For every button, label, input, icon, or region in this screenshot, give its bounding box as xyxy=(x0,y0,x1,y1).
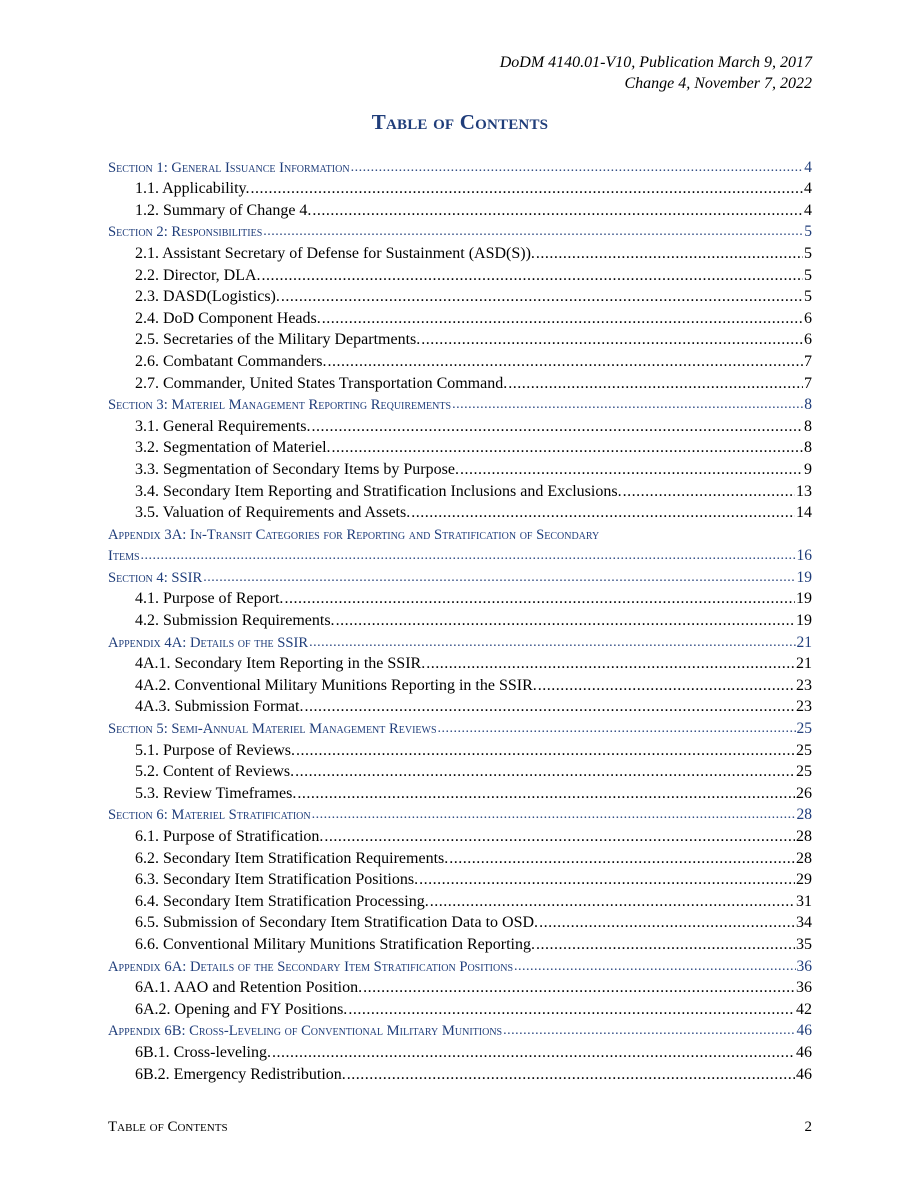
toc-entry-page[interactable]: 25 xyxy=(796,763,812,781)
dot-leader xyxy=(332,439,803,457)
toc-section-entry[interactable] xyxy=(108,630,812,652)
dot-leader xyxy=(336,612,795,630)
toc-subsection-entry[interactable] xyxy=(108,198,812,220)
toc-entry-page[interactable]: 8 xyxy=(804,417,812,435)
toc-subsection-entry[interactable] xyxy=(108,1062,812,1084)
dot-leader xyxy=(438,719,796,738)
dot-leader xyxy=(508,375,803,393)
toc-entry-title[interactable]: 3.4. Secondary Item Reporting and Stratification Inclusions and Exclusions. xyxy=(135,482,622,500)
toc-entry-title[interactable]: 2.7. Commander, United States Transportation Command. xyxy=(135,374,508,392)
toc-subsection-entry[interactable] xyxy=(108,738,812,760)
page-number: 2 xyxy=(804,1119,812,1135)
toc-entry-page[interactable]: 46 xyxy=(796,1065,812,1083)
toc-entry-page[interactable]: 19 xyxy=(796,568,812,586)
toc-entry-title[interactable]: 6.4. Secondary Item Stratification Processing. xyxy=(135,892,429,910)
toc-entry-page[interactable]: 9 xyxy=(804,460,812,478)
dot-leader xyxy=(538,677,795,695)
dot-leader xyxy=(272,1044,795,1062)
toc-entry-title[interactable]: 4A.2. Conventional Military Munitions Reporting in the SSIR. xyxy=(135,676,537,694)
toc-entry-title[interactable]: 3.1. General Requirements. xyxy=(135,417,311,435)
toc-entry-title[interactable]: 6.3. Secondary Item Stratification Positions. xyxy=(135,871,419,889)
toc-entry-title[interactable]: 6.6. Conventional Military Munitions Stratification Reporting. xyxy=(135,935,535,953)
toc-entry-page[interactable]: 5 xyxy=(804,223,812,241)
toc-entry-page[interactable]: 4 xyxy=(804,201,812,219)
toc-entry-title[interactable]: Appendix 6B: Cross-Leveling of Conventional Military Munitions xyxy=(108,1023,503,1040)
toc-subsection-entry[interactable] xyxy=(108,781,812,803)
toc-section-entry[interactable] xyxy=(108,393,812,415)
toc-entry-title[interactable]: 6B.1. Cross-leveling. xyxy=(135,1043,271,1061)
toc-entry-page[interactable]: 21 xyxy=(796,655,812,673)
toc-entry-title[interactable]: 4A.1. Secondary Item Reporting in the SSIR. xyxy=(135,655,426,673)
toc-subsection-entry[interactable] xyxy=(108,695,812,717)
toc-subsection-entry[interactable] xyxy=(108,889,812,911)
footer-label: Table of Contents xyxy=(108,1119,228,1135)
toc-entry-page[interactable]: 16 xyxy=(796,547,812,565)
toc-entry-title[interactable]: Section 5: Semi-Annual Materiel Management Reviews xyxy=(108,721,437,738)
toc-entry-page[interactable]: 13 xyxy=(796,482,812,500)
document-header xyxy=(500,52,812,94)
toc-subsection-entry[interactable] xyxy=(108,177,812,199)
toc-entry-page[interactable]: 34 xyxy=(796,914,812,932)
dot-leader xyxy=(296,742,795,760)
toc-entry-page[interactable]: 25 xyxy=(796,741,812,759)
toc-entry-title[interactable]: 4.1. Purpose of Report. xyxy=(135,590,284,608)
toc-entry-page[interactable]: 8 xyxy=(804,439,812,457)
toc-subsection-entry[interactable] xyxy=(108,846,812,868)
toc-entry-page[interactable]: 25 xyxy=(796,720,812,738)
toc-entry-title[interactable]: Section 2: Responsibilities xyxy=(108,224,263,241)
dot-leader xyxy=(452,395,803,414)
toc-subsection-entry[interactable] xyxy=(108,414,812,436)
toc-entry-title[interactable]: 6.5. Submission of Secondary Item Stratification Data to OSD. xyxy=(135,914,539,932)
toc-entry-page[interactable]: 31 xyxy=(796,892,812,910)
toc-subsection-entry[interactable] xyxy=(108,673,812,695)
dot-leader xyxy=(430,893,795,911)
toc-entry-title[interactable]: 2.4. DoD Component Heads. xyxy=(135,309,321,327)
toc-section-entry[interactable] xyxy=(108,544,812,566)
dot-leader xyxy=(312,202,803,220)
dot-leader xyxy=(141,546,796,565)
toc-entry-title[interactable]: Items xyxy=(108,548,140,565)
toc-entry-page[interactable]: 7 xyxy=(804,374,812,392)
toc-entry-page[interactable]: 5 xyxy=(804,266,812,284)
toc-entry-title[interactable]: 1.1. Applicability. xyxy=(135,180,250,198)
toc-section-entry[interactable] xyxy=(108,1019,812,1041)
toc-subsection-entry[interactable] xyxy=(108,457,812,479)
dot-leader xyxy=(411,504,795,522)
toc-entry-title[interactable]: 3.5. Valuation of Requirements and Assets. xyxy=(135,504,411,522)
toc-entry-title[interactable]: 5.3. Review Timeframes. xyxy=(135,784,297,802)
toc-subsection-entry[interactable] xyxy=(108,824,812,846)
toc-subsection-entry[interactable] xyxy=(108,868,812,890)
dot-leader xyxy=(460,461,803,479)
toc-entry-title[interactable]: 6.2. Secondary Item Stratification Requirements. xyxy=(135,849,449,867)
toc-subsection-entry[interactable] xyxy=(108,371,812,393)
toc-subsection-entry[interactable] xyxy=(108,306,812,328)
toc-entry-page[interactable]: 23 xyxy=(796,676,812,694)
dot-leader xyxy=(304,698,795,716)
toc-entry-title[interactable]: Section 4: SSIR xyxy=(108,569,203,586)
dot-leader xyxy=(514,957,795,976)
toc-entry-page[interactable]: 5 xyxy=(804,288,812,306)
dot-leader xyxy=(419,871,795,889)
toc-entry-page[interactable]: 8 xyxy=(804,396,812,414)
toc-entry-title[interactable]: 2.3. DASD(Logistics). xyxy=(135,288,280,306)
toc-section-entry[interactable] xyxy=(108,565,812,587)
dot-leader xyxy=(262,267,803,285)
toc-entry-page[interactable]: 29 xyxy=(796,871,812,889)
toc-entry-title[interactable]: 3.3. Segmentation of Secondary Items by Purpose. xyxy=(135,460,459,478)
toc-subsection-entry[interactable] xyxy=(108,501,812,523)
toc-subsection-entry[interactable] xyxy=(108,263,812,285)
toc-entry-title[interactable]: Section 6: Materiel Stratification xyxy=(108,807,311,824)
dot-leader xyxy=(351,158,804,177)
toc-entry-page[interactable]: 14 xyxy=(796,504,812,522)
toc-section-entry[interactable] xyxy=(108,155,812,177)
toc-subsection-entry[interactable] xyxy=(108,328,812,350)
toc-entry-page[interactable]: 4 xyxy=(804,180,812,198)
dot-leader xyxy=(297,785,795,803)
dot-leader xyxy=(536,245,803,263)
toc-entry-page[interactable]: 5 xyxy=(804,244,812,262)
toc-entry-title[interactable]: 5.1. Purpose of Reviews. xyxy=(135,741,295,759)
toc-entry-page[interactable]: 6 xyxy=(804,331,812,349)
dot-leader xyxy=(623,483,795,501)
toc-entry-page[interactable]: 26 xyxy=(796,784,812,802)
dot-leader xyxy=(449,850,795,868)
dot-leader xyxy=(322,310,803,328)
toc-entry-page[interactable]: 28 xyxy=(796,828,812,845)
toc-entry-page[interactable]: 21 xyxy=(796,633,812,651)
toc-entry-page[interactable]: 36 xyxy=(796,979,812,997)
toc-entry-page[interactable]: 28 xyxy=(796,849,812,867)
dot-leader xyxy=(263,222,803,241)
toc-subsection-entry[interactable] xyxy=(108,932,812,954)
toc-entry-page[interactable]: 23 xyxy=(796,698,812,716)
toc-subsection-entry[interactable] xyxy=(108,997,812,1019)
page-title: Table of Contents xyxy=(371,110,549,134)
toc-entry-title[interactable]: 6B.2. Emergency Redistribution. xyxy=(135,1065,346,1083)
toc-subsection-entry[interactable] xyxy=(108,349,812,371)
dot-leader xyxy=(203,568,795,587)
toc-entry-title[interactable]: 3.2. Segmentation of Materiel. xyxy=(135,439,331,457)
toc-subsection-entry[interactable] xyxy=(108,285,812,307)
toc-subsection-entry[interactable] xyxy=(108,608,812,630)
dot-leader xyxy=(328,353,803,371)
page-footer xyxy=(108,1119,812,1136)
toc-subsection-entry[interactable] xyxy=(108,1040,812,1062)
toc-entry-title[interactable]: 2.6. Combatant Commanders. xyxy=(135,352,327,370)
header-change: Change 4, November 7, 2022 xyxy=(624,75,812,92)
dot-leader xyxy=(363,979,795,997)
toc-entry-title[interactable]: 1.2. Summary of Change 4. xyxy=(135,201,312,219)
toc-subsection-entry[interactable] xyxy=(108,652,812,674)
toc-entry-page[interactable]: 19 xyxy=(796,612,812,630)
dot-leader xyxy=(251,180,803,198)
toc-section-entry[interactable] xyxy=(108,803,812,825)
dot-leader xyxy=(539,914,795,932)
dot-leader xyxy=(312,418,804,436)
dot-leader xyxy=(426,655,795,673)
toc-entry-title[interactable]: 2.5. Secretaries of the Military Departments. xyxy=(135,331,421,349)
toc-entry-page[interactable]: 6 xyxy=(804,309,812,327)
toc-entry-title[interactable]: Appendix 6A: Details of the Secondary Item Stratification Positions xyxy=(108,958,514,975)
table-of-contents xyxy=(108,155,812,1084)
toc-subsection-entry[interactable] xyxy=(108,436,812,458)
toc-entry-page[interactable]: 28 xyxy=(796,806,812,824)
toc-entry-title[interactable]: Section 1: General Issuance Information xyxy=(108,159,350,176)
toc-entry-title[interactable]: Appendix 4A: Details of the SSIR xyxy=(108,634,309,651)
toc-entry-page[interactable]: 35 xyxy=(796,935,812,953)
toc-subsection-entry[interactable] xyxy=(108,587,812,609)
dot-leader xyxy=(348,1001,795,1019)
toc-subsection-entry[interactable] xyxy=(108,976,812,998)
toc-entry-page[interactable]: 36 xyxy=(796,957,812,975)
toc-entry-title[interactable]: Section 3: Materiel Management Reporting Requirements xyxy=(108,397,452,414)
toc-entry-page[interactable]: 19 xyxy=(796,590,812,608)
toc-entry-title[interactable]: 6A.2. Opening and FY Positions. xyxy=(135,1000,348,1018)
toc-entry-title[interactable]: 2.1. Assistant Secretary of Defense for Sustainment (ASD(S)). xyxy=(135,244,535,262)
dot-leader xyxy=(281,288,803,306)
header-publication: DoDM 4140.01-V10, Publication March 9, 2017 xyxy=(499,54,812,71)
toc-entry-line[interactable]: Appendix 3A: In-Transit Categories for Reporting and Stratification of Secondary xyxy=(108,526,600,543)
dot-leader xyxy=(312,805,796,824)
toc-entry-title[interactable]: 5.2. Content of Reviews. xyxy=(135,763,295,781)
toc-subsection-entry[interactable] xyxy=(108,911,812,933)
toc-entry-page[interactable]: 7 xyxy=(804,352,812,370)
dot-leader xyxy=(284,590,795,608)
toc-entry-page[interactable]: 46 xyxy=(796,1022,812,1040)
toc-subsection-entry[interactable] xyxy=(108,241,812,263)
dot-leader xyxy=(347,1066,795,1084)
dot-leader xyxy=(324,828,795,846)
toc-entry-title[interactable]: 6.1. Purpose of Stratification. xyxy=(135,828,324,845)
toc-section-entry[interactable] xyxy=(108,954,812,976)
dot-leader xyxy=(309,633,795,652)
toc-section-entry[interactable] xyxy=(108,716,812,738)
toc-entry-page[interactable]: 4 xyxy=(804,158,812,176)
dot-leader xyxy=(421,331,803,349)
toc-entry-title[interactable]: 6A.1. AAO and Retention Position. xyxy=(135,979,363,997)
toc-entry-title[interactable]: 2.2. Director, DLA. xyxy=(135,266,261,284)
dot-leader xyxy=(295,763,795,781)
dot-leader xyxy=(503,1021,795,1040)
toc-entry-page[interactable]: 42 xyxy=(796,1000,812,1018)
toc-subsection-entry[interactable] xyxy=(108,479,812,501)
toc-section-entry[interactable] xyxy=(108,220,812,242)
toc-subsection-entry[interactable] xyxy=(108,760,812,782)
toc-entry-page[interactable]: 46 xyxy=(796,1043,812,1061)
toc-entry-title[interactable]: 4.2. Submission Requirements. xyxy=(135,612,335,630)
dot-leader xyxy=(536,936,795,954)
toc-entry-title[interactable]: 4A.3. Submission Format. xyxy=(135,698,304,716)
